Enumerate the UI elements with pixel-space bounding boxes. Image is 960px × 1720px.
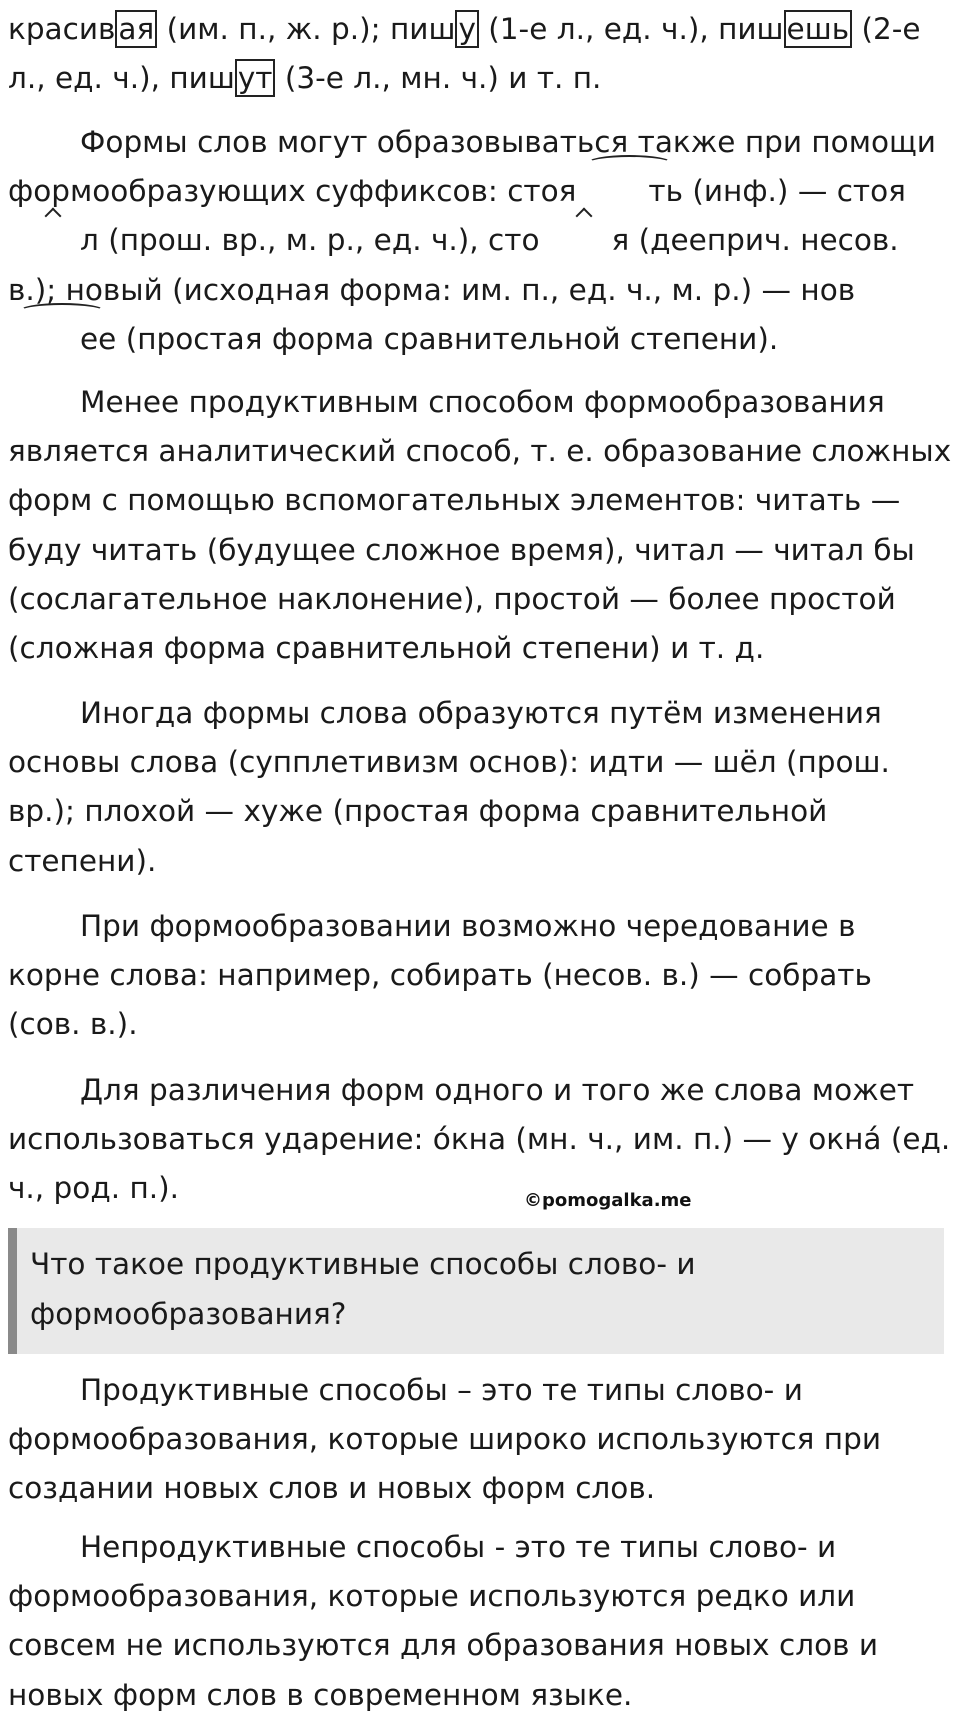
answer-unproductive: Непродуктивные способы - это те типы слово- и формообразования, которые используются редко или совсем не используются для образования новых слов и новых форм слов в современном языке. [8,1530,879,1712]
boxed-ending: ешь [784,10,853,48]
word-stem: красив [8,12,116,46]
text-fragment: (1-е л., ед. ч.), пиш [478,12,784,46]
text-fragment: (2-е л., ед. ч.), пиш [8,12,921,96]
paragraph-stress: Для различения форм одного и того же слова может использоваться ударение: óкна (мн. ч., им. п.) — у окнá (ед. ч., род. п.). [8,1073,951,1206]
paragraph-analytic-method: Менее продуктивным способом формообразования является аналитический способ, т. е. образование сложных форм с помощью вспомогательных элементов: читать — буду читать (будущее сложное время), читал — читал бы (сослагательное наклонение), простой — более простой (сложная форма сравнительной степени) и т. д. [8,385,952,666]
question-text: Что такое продуктивные способы слово- и формообразования? [30,1247,696,1331]
question-box [8,1228,944,1354]
text-fragment: (3-е л., мн. ч.) и т. п. [275,61,602,96]
text-fragment: (прош. вр., м. р., ед. ч.), сто [98,223,540,258]
answer-productive: Продуктивные способы – это те типы слово- и формообразования, которые широко используются при создании новых слов и новых форм слов. [8,1373,881,1506]
text-fragment: Формы слов могут образовываться также при помощи формообразующих суффиксов: стоя [8,125,936,209]
suffix-mark: ть [576,167,683,216]
suffix-mark: л [8,216,99,265]
watermark: ©pomogalka.me [524,1190,692,1211]
text-fragment: (им. п., ж. р.); пиш [157,12,456,46]
text-fragment: (инф.) — стоя [682,174,906,209]
suffix-mark: я [540,216,630,265]
boxed-ending: ут [235,59,276,97]
paragraph-suppletivism: Иногда формы слова образуются путём изменения основы слова (супплетивизм основ): идти — шёл (прош. вр.); плохой — хуже (простая форма сравнительной степени). [8,696,890,878]
boxed-ending: у [455,10,478,48]
suffix-mark: ее [8,315,116,364]
paragraph-alternation: При формообразовании возможно чередование в корне слова: например, собирать (несов. в.) — собрать (сов. в.). [8,909,872,1042]
boxed-ending: ая [115,10,157,48]
paragraph-formative-suffixes [8,118,953,364]
text-fragment: (простая форма сравнительной степени). [116,321,779,356]
paragraph-word-forms-endings [8,5,953,103]
text-fragment: (дееприч. несов. в.); новый (исходная форма: им. п., ед. ч., м. р.) — нов [8,223,899,307]
